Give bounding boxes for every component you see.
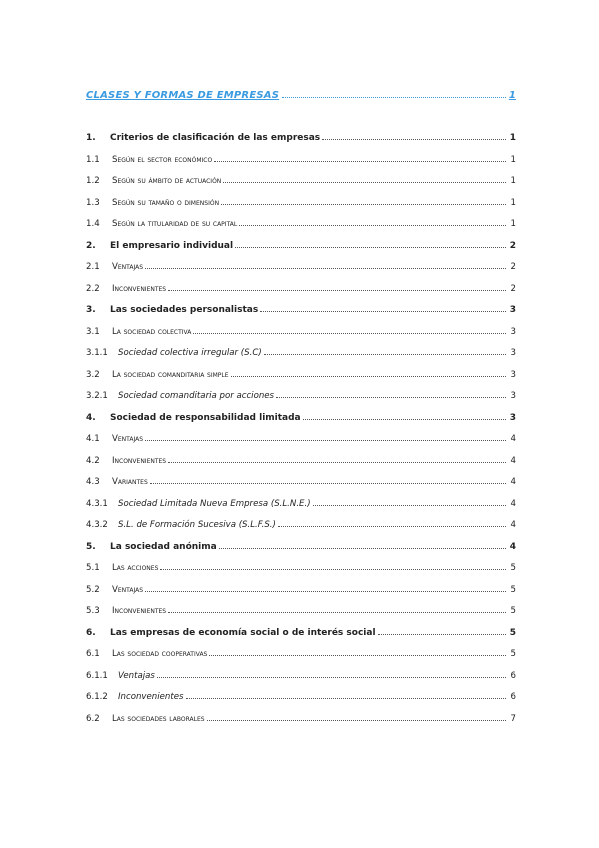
toc-entry-label: Según su tamaño o dimensión: [112, 197, 220, 208]
dot-leader: [282, 97, 506, 98]
toc-entry-page: 4: [509, 541, 516, 552]
toc-entry-page: 5: [510, 606, 516, 616]
toc-entry-page: 3: [510, 391, 516, 401]
toc-entry-number: 2.: [86, 240, 96, 251]
toc-entry-page: 4: [510, 520, 516, 530]
toc-entry-label: Sociedad comanditaria por acciones: [118, 391, 275, 401]
toc-entry-label: Inconvenientes: [112, 606, 167, 616]
toc-entry-label: Inconvenientes: [112, 455, 167, 466]
toc-entry-label: Inconvenientes: [112, 283, 167, 294]
toc-entry[interactable]: [86, 300, 516, 322]
toc-entry[interactable]: [86, 709, 516, 731]
toc-entry-page: 5: [510, 584, 516, 595]
toc-entry-page: 2: [509, 240, 516, 251]
toc-entry-label: Sociedad colectiva irregular (S.C): [118, 348, 262, 358]
toc-entry-page: 4: [510, 498, 516, 509]
toc-entry-number: 5.: [86, 541, 96, 552]
toc-entry-page: 6: [510, 670, 516, 681]
dot-leader: [276, 397, 506, 398]
toc-entry-number: 6.1: [86, 649, 100, 659]
toc-entry-page: 4: [510, 434, 516, 444]
toc-entry-label: Según el sector económico: [112, 154, 213, 165]
toc-entry-number: 3.1.1: [86, 348, 108, 358]
toc-entry-page: 1: [510, 197, 516, 208]
toc-title-text: CLASES Y FORMAS DE EMPRESAS: [86, 90, 280, 101]
toc-entry-number: 3.2.1: [86, 391, 108, 401]
toc-entry[interactable]: [86, 558, 516, 580]
dot-leader: [322, 139, 506, 140]
toc-entry[interactable]: [86, 601, 516, 623]
dot-leader: [186, 698, 507, 699]
toc-entry-label: Ventajas: [118, 670, 155, 681]
toc-entry-page: 7: [510, 713, 516, 724]
toc-entry-label: La sociedad colectiva: [112, 326, 192, 337]
toc-entry[interactable]: [86, 644, 516, 666]
toc-entry-page: 3: [510, 348, 516, 358]
toc-entry-page: 5: [509, 627, 516, 638]
toc-entry-number: 3.2: [86, 369, 100, 380]
dot-leader: [145, 440, 506, 441]
toc-entry-page: 3: [510, 369, 516, 380]
toc-entry-label: La sociedad comanditaria simple: [112, 369, 229, 380]
toc-entry[interactable]: [86, 150, 516, 172]
toc-entry[interactable]: [86, 386, 516, 408]
dot-leader: [303, 419, 506, 420]
toc-entry[interactable]: [86, 408, 516, 430]
toc-entry-page: 5: [510, 563, 516, 573]
toc-entry[interactable]: [86, 343, 516, 365]
dot-leader: [145, 268, 506, 269]
toc-entry-number: 1.3: [86, 197, 100, 208]
toc-entry-number: 6.: [86, 627, 96, 638]
toc-entry[interactable]: [86, 580, 516, 602]
toc-entry-label: Las empresas de economía social o de interés social: [110, 627, 376, 638]
toc-entry-label: Las acciones: [112, 563, 159, 573]
toc-entry-number: 1.1: [86, 154, 100, 165]
toc-entry-number: 4.3: [86, 477, 100, 487]
dot-leader: [193, 333, 506, 334]
toc-entry-number: 4.3.2: [86, 520, 108, 530]
dot-leader: [239, 225, 506, 226]
dot-leader: [219, 548, 506, 549]
toc-entry[interactable]: [86, 472, 516, 494]
toc-entry-number: 1.4: [86, 219, 100, 229]
toc-entry-page: 1: [510, 154, 516, 165]
toc-entry-number: 3.1: [86, 326, 100, 337]
dot-leader: [278, 526, 506, 527]
toc-entry-number: 6.1.2: [86, 692, 108, 702]
toc-entry-label: Variantes: [112, 477, 148, 487]
dot-leader: [235, 247, 506, 248]
dot-leader: [378, 634, 506, 635]
dot-leader: [145, 591, 506, 592]
toc-entry-number: 2.2: [86, 283, 100, 294]
table-of-contents: [86, 128, 516, 730]
toc-entry-label: Criterios de clasificación de las empresas: [110, 133, 321, 143]
toc-entry-number: 6.2: [86, 713, 100, 724]
toc-entry-page: 5: [510, 649, 516, 659]
dot-leader: [214, 161, 506, 162]
toc-entry-number: 5.3: [86, 606, 100, 616]
toc-entry-label: Las sociedades personalistas: [110, 305, 259, 315]
toc-entry-label: Sociedad Limitada Nueva Empresa (S.L.N.E.): [118, 498, 311, 509]
toc-entry-page: 4: [510, 477, 516, 487]
toc-entry-page: 1: [510, 176, 516, 186]
dot-leader: [223, 182, 506, 183]
dot-leader: [168, 612, 506, 613]
toc-entry-page: 3: [509, 412, 516, 423]
dot-leader: [168, 462, 506, 463]
toc-entry[interactable]: [86, 515, 516, 537]
toc-entry-label: Según la titularidad de su capital: [112, 219, 238, 229]
toc-entry-page: 6: [510, 692, 516, 702]
toc-entry-number: 1.: [86, 133, 96, 143]
toc-entry-page: 3: [509, 305, 516, 315]
toc-entry[interactable]: [86, 193, 516, 215]
toc-entry[interactable]: [86, 279, 516, 301]
dot-leader: [150, 483, 506, 484]
toc-entry-label: Las sociedad cooperativas: [112, 649, 208, 659]
toc-entry-number: 4.3.1: [86, 498, 108, 509]
dot-leader: [221, 204, 506, 205]
toc-entry[interactable]: [86, 537, 516, 559]
toc-entry-label: Ventajas: [112, 434, 144, 444]
dot-leader: [160, 569, 506, 570]
toc-entry-label: S.L. de Formación Sucesiva (S.L.F.S.): [118, 520, 276, 530]
toc-entry-page: 1: [510, 219, 516, 229]
toc-entry-label: La sociedad anónima: [110, 541, 217, 552]
toc-entry[interactable]: [86, 494, 516, 516]
toc-entry-number: 4.: [86, 412, 96, 423]
toc-entry-label: Ventajas: [112, 262, 144, 272]
toc-entry[interactable]: [86, 322, 516, 344]
toc-entry-number: 4.2: [86, 455, 100, 466]
toc-entry-label: Según su ámbito de actuación: [112, 176, 222, 186]
dot-leader: [264, 354, 506, 355]
toc-entry-label: Inconvenientes: [118, 692, 184, 702]
toc-title-link[interactable]: [86, 90, 516, 106]
toc-entry-number: 6.1.1: [86, 670, 108, 681]
toc-entry-number: 3.: [86, 305, 96, 315]
dot-leader: [209, 655, 506, 656]
toc-entry-number: 1.2: [86, 176, 100, 186]
toc-entry-page: 1: [509, 133, 516, 143]
toc-title-page: 1: [508, 90, 516, 101]
toc-entry[interactable]: [86, 687, 516, 709]
toc-entry-number: 2.1: [86, 262, 100, 272]
dot-leader: [231, 376, 506, 377]
toc-entry[interactable]: [86, 171, 516, 193]
toc-entry-page: 2: [510, 283, 516, 294]
dot-leader: [207, 720, 506, 721]
dot-leader: [157, 677, 506, 678]
toc-entry[interactable]: [86, 623, 516, 645]
toc-entry-page: 3: [510, 326, 516, 337]
toc-entry-number: 5.1: [86, 563, 100, 573]
toc-entry[interactable]: [86, 257, 516, 279]
dot-leader: [260, 311, 506, 312]
toc-entry[interactable]: [86, 128, 516, 150]
toc-entry[interactable]: [86, 666, 516, 688]
toc-entry-page: 4: [510, 455, 516, 466]
toc-entry-label: Ventajas: [112, 584, 144, 595]
toc-entry-number: 5.2: [86, 584, 100, 595]
toc-entry[interactable]: [86, 429, 516, 451]
dot-leader: [168, 290, 506, 291]
toc-entry-label: Sociedad de responsabilidad limitada: [110, 412, 301, 423]
toc-entry[interactable]: [86, 365, 516, 387]
toc-entry[interactable]: [86, 451, 516, 473]
toc-entry[interactable]: [86, 214, 516, 236]
toc-entry-label: Las sociedades laborales: [112, 713, 205, 724]
toc-entry-number: 4.1: [86, 434, 100, 444]
toc-entry-label: El empresario individual: [110, 240, 234, 251]
toc-entry-page: 2: [510, 262, 516, 272]
toc-entry[interactable]: [86, 236, 516, 258]
dot-leader: [313, 505, 506, 506]
